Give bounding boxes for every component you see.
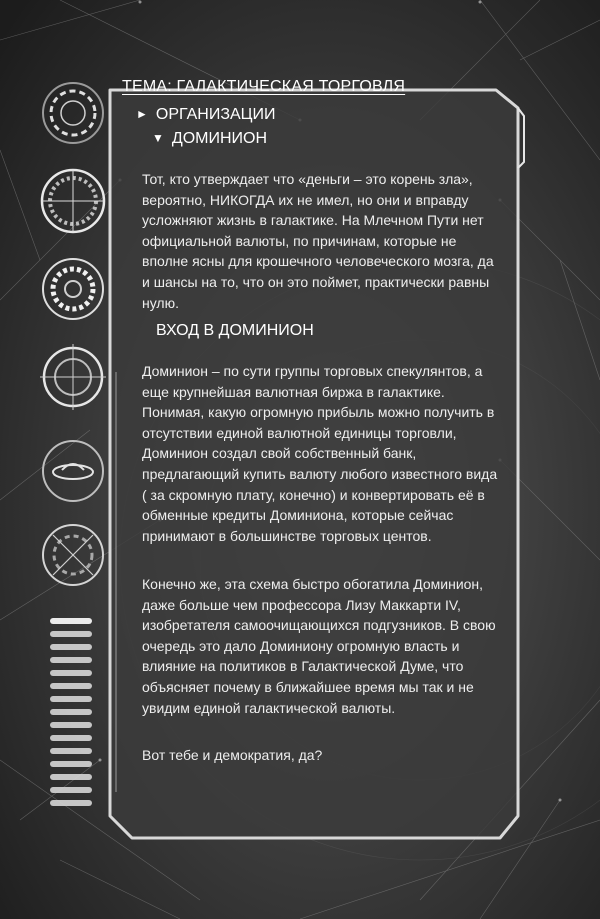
signal-bar	[50, 800, 92, 806]
breadcrumb-label: ОРГАНИЗАЦИИ	[155, 106, 276, 123]
info-panel	[104, 72, 528, 844]
hud-reticle-icon	[38, 342, 108, 412]
signal-bar	[50, 618, 92, 624]
section-heading: ВХОД В ДОМИНИОН	[156, 322, 314, 339]
signal-bar	[50, 761, 92, 767]
hud-target-icon	[38, 166, 108, 236]
signal-bar	[50, 670, 92, 676]
closing-paragraph: Вот тебе и демократия, да?	[142, 747, 323, 763]
body-paragraph: Конечно же, эта схема быстро обогатила Доминион, даже больше чем профессора Лизу Маккарти IV, изобретателя самоочищающихся подгузников. В свою очередь это дало Доминиону огромную власть и влияние на политиков в Галактической Думе, что объясняет почему в ближайшее время мы так и не увидим единой галактической валюты.	[142, 576, 496, 716]
signal-bar	[50, 683, 92, 689]
intro-paragraph: Тот, кто утверждает что «деньги – это корень зла», вероятно, НИКОГДА их не имел, но они и вправду усложняют жизнь в галактике. На Млечном Пути нет официальной валюты, по причинам, которые не вполне ясны для крошечного человеческого мозга, да и шансы на то, что он это поймет, практически равны нулю.	[142, 171, 494, 311]
breadcrumb-organizations[interactable]	[136, 106, 276, 124]
breadcrumb-dominion[interactable]	[152, 130, 267, 148]
expand-right-icon: ►	[136, 107, 148, 121]
signal-bar	[50, 696, 92, 702]
hud-compass-icon	[38, 520, 108, 590]
signal-bar	[50, 774, 92, 780]
expand-down-icon: ▼	[152, 131, 164, 145]
signal-bar	[50, 644, 92, 650]
signal-bar	[50, 631, 92, 637]
signal-bars	[50, 618, 96, 813]
hud-ring-icon	[38, 78, 108, 148]
signal-bar	[50, 709, 92, 715]
page-title: ТЕМА: ГАЛАКТИЧЕСКАЯ ТОРГОВЛЯ	[122, 78, 406, 95]
breadcrumb-label: ДОМИНИОН	[171, 130, 268, 147]
signal-bar	[50, 748, 92, 754]
hud-saucer-icon	[38, 436, 108, 506]
signal-bar	[50, 735, 92, 741]
body-paragraph: Доминион – по сути группы торговых спекулянтов, а еще крупнейшая валютная биржа в галактике. Понимая, какую огромную прибыль можно получить в отсутствии единой валютной единицы торговли, Доминион создал свой собственный банк, предлагающий купить валюту любого известного вида ( за скромную плату, конечно) и конвертировать её в обменные кредиты Доминиона, которые сейчас принимают в большинстве торговых центов.	[142, 363, 498, 544]
signal-bar	[50, 787, 92, 793]
hud-scope-icon	[38, 254, 108, 324]
signal-bar	[50, 722, 92, 728]
signal-bar	[50, 657, 92, 663]
